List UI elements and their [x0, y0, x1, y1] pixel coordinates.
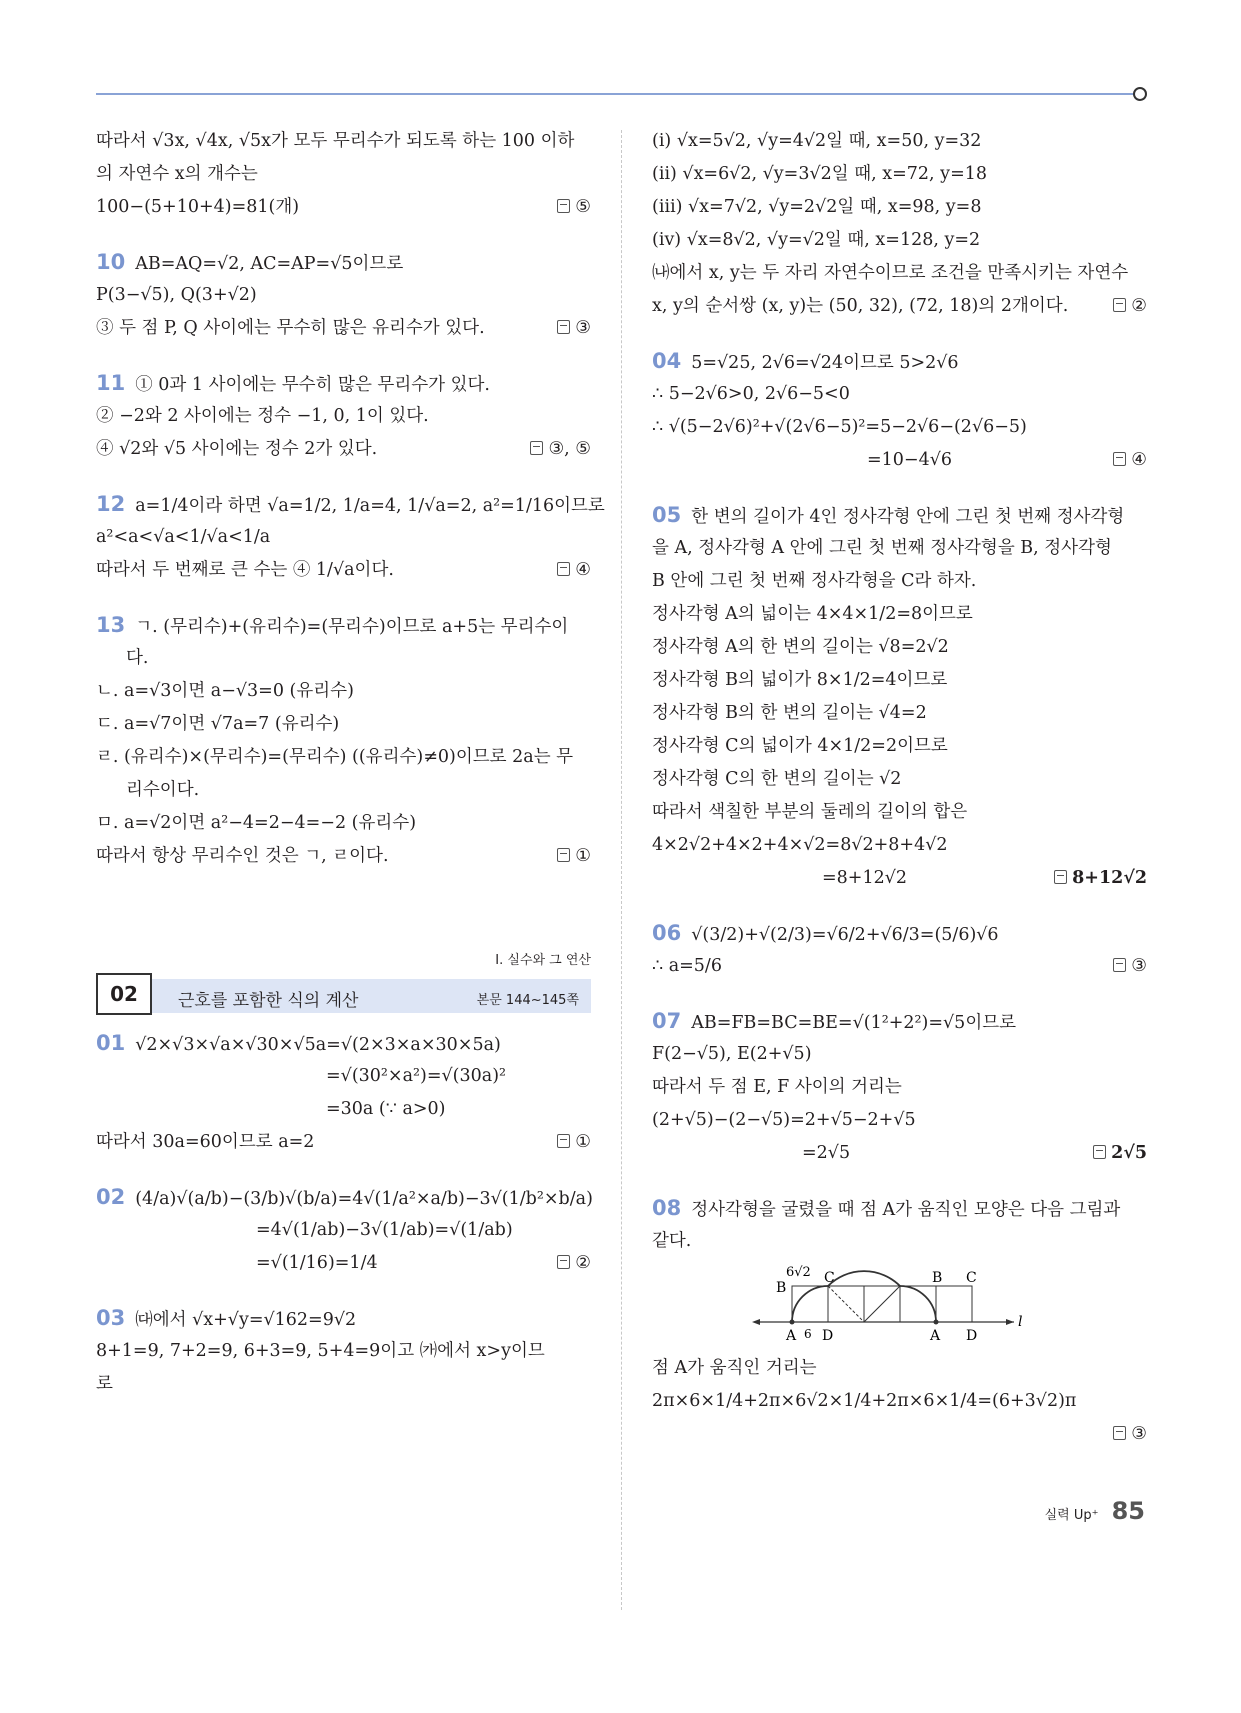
- answer-text: ④: [575, 560, 591, 580]
- label-l: l: [1018, 1314, 1023, 1330]
- line-text: 정사각형 B의 한 변의 길이는 √4=2: [652, 703, 927, 723]
- line-text: ㄷ. a=√7이면 √7a=7 (유리수): [96, 714, 340, 734]
- answer-icon: [1113, 452, 1126, 466]
- line-text: ④ √2와 √5 사이에는 정수 2가 있다.: [96, 439, 378, 459]
- line-text: a²<a<√a<1/√a<1/a: [96, 527, 271, 547]
- line-text: 정사각형 C의 넓이가 4×1/2=2이므로: [652, 736, 948, 756]
- line-text: ㅁ. a=√2이면 a²−4=2−4=−2 (유리수): [96, 813, 417, 833]
- text-line: [96, 1335, 591, 1368]
- spacer: [96, 587, 591, 609]
- text-line: [652, 862, 1147, 895]
- text-line: [96, 1126, 591, 1159]
- text-line: [652, 290, 1147, 323]
- problem-number: 11: [96, 371, 126, 395]
- text-line: [652, 257, 1147, 290]
- answer-icon: [1113, 958, 1126, 972]
- line-text: ㈏에서 x, y는 두 자리 자연수이므로 조건을 만족시키는 자연수: [652, 263, 1129, 283]
- text-line: [652, 950, 1147, 983]
- section-title: 근호를 포함한 식의 계산: [178, 991, 359, 1011]
- line-text: (ⅲ) √x=7√2, √y=2√2일 때, x=98, y=8: [652, 197, 982, 217]
- label-a2: A: [930, 1328, 941, 1344]
- line-text: 따라서 30a=60이므로 a=2: [96, 1132, 315, 1152]
- text-line: [96, 554, 591, 587]
- text-line: [96, 642, 591, 675]
- answer: [1093, 1137, 1147, 1170]
- line-text: √2×√3×√a×√30×√5a=√(2×3×a×30×5a): [135, 1035, 501, 1055]
- answer-text: ①: [575, 1132, 591, 1152]
- text-line: [96, 433, 591, 466]
- answer-icon: [557, 1255, 570, 1269]
- text-line: [652, 796, 1147, 829]
- line-text: ∴ a=5/6: [652, 956, 722, 976]
- answer-text: ④: [1131, 450, 1147, 470]
- text-line: [652, 224, 1147, 257]
- answer: [1113, 950, 1147, 983]
- text-line: [652, 1038, 1147, 1071]
- text-line: [96, 675, 591, 708]
- text-line: [652, 664, 1147, 697]
- problem-line: [96, 488, 605, 521]
- spacer: [652, 895, 1147, 917]
- line-text: 정사각형을 굴렸을 때 점 A가 움직인 모양은 다음 그림과: [691, 1200, 1121, 1220]
- line-text: 100−(5+10+4)=81(개): [96, 197, 300, 217]
- problem-line: [652, 345, 1147, 378]
- problem-number: 07: [652, 1009, 682, 1033]
- text-line: [96, 1060, 591, 1093]
- text-line: [652, 125, 1147, 158]
- text-line: [652, 444, 1147, 477]
- answer: [557, 840, 591, 873]
- problem-number: 03: [96, 1306, 126, 1330]
- line-text: 따라서 두 번째로 큰 수는 ④ 1/√a이다.: [96, 560, 394, 580]
- line-text: 정사각형 A의 한 변의 길이는 √8=2√2: [652, 637, 949, 657]
- line-text: =8+12√2: [822, 868, 908, 888]
- text-line: [652, 411, 1147, 444]
- header-rule-dot: [1133, 87, 1147, 101]
- spacer: [96, 466, 591, 488]
- line-text: 정사각형 C의 한 변의 길이는 √2: [652, 769, 902, 789]
- line-text: 5=√25, 2√6=√24이므로 5>2√6: [691, 353, 959, 373]
- line-text: 따라서 두 점 E, F 사이의 거리는: [652, 1077, 902, 1097]
- text-line: [96, 840, 591, 873]
- text-line: [652, 730, 1147, 763]
- line-text: 로: [96, 1374, 113, 1394]
- label-a1: A: [786, 1328, 797, 1344]
- line-text: P(3−√5), Q(3+√2): [96, 285, 257, 305]
- answer-text: ③: [1131, 956, 1147, 976]
- answer-icon: [1113, 1426, 1126, 1440]
- arc-3: [900, 1286, 936, 1322]
- answer: [1054, 862, 1147, 895]
- problem-line: [652, 1005, 1147, 1038]
- problem-line: [96, 609, 591, 642]
- text-line: [96, 191, 591, 224]
- line-text: 따라서 항상 무리수인 것은 ㄱ, ㄹ이다.: [96, 846, 389, 866]
- rolling-square-diagram: [652, 1264, 1147, 1346]
- axis-arrow-left: [752, 1319, 760, 1325]
- spacer: [652, 983, 1147, 1005]
- line-text: 4×2√2+4×2+4×√2=8√2+8+4√2: [652, 835, 948, 855]
- problem-line: [96, 367, 591, 400]
- text-line: [96, 741, 591, 774]
- line-text: (ⅰ) √x=5√2, √y=4√2일 때, x=50, y=32: [652, 131, 982, 151]
- problem-number: 12: [96, 492, 126, 516]
- section-header: [96, 973, 591, 1017]
- right-solutions-1: [652, 125, 1147, 1258]
- problem-number: 10: [96, 250, 126, 274]
- answer-text: ①: [575, 846, 591, 866]
- spacer: [652, 323, 1147, 345]
- answer-text: 8+12√2: [1072, 868, 1147, 888]
- text-line: [652, 158, 1147, 191]
- spacer: [96, 1159, 591, 1181]
- problem-number: 04: [652, 349, 682, 373]
- label-6: 6: [804, 1327, 812, 1341]
- spacer: [96, 224, 591, 246]
- problem-number: 13: [96, 613, 126, 637]
- answer-text: ③: [575, 318, 591, 338]
- text-line: [652, 763, 1147, 796]
- header-rule: [96, 93, 1136, 95]
- right-solutions-2: [652, 1352, 1147, 1451]
- section-number: 02: [96, 973, 152, 1015]
- problem-number: 05: [652, 503, 682, 527]
- text-line: [652, 1385, 1147, 1418]
- answer-icon: [1054, 870, 1067, 884]
- label-b1: B: [776, 1280, 787, 1296]
- text-line: [96, 807, 591, 840]
- text-line: [96, 1368, 591, 1401]
- problem-line: [652, 1192, 1147, 1225]
- section-source: Ⅰ. 실수와 그 연산: [495, 953, 591, 968]
- problem-line: [96, 1302, 591, 1335]
- answer-text: ②: [575, 1253, 591, 1273]
- problem-number: 02: [96, 1185, 126, 1209]
- problem-number: 08: [652, 1196, 682, 1220]
- text-line: [652, 1225, 1147, 1258]
- column-divider: [621, 130, 622, 1610]
- answer-icon: [557, 199, 570, 213]
- line-text: =√(30²×a²)=√(30a)²: [326, 1066, 507, 1086]
- line-text: AB=FB=BC=BE=√(1²+2²)=√5이므로: [691, 1013, 1017, 1033]
- line-text: ∴ 5−2√6>0, 2√6−5<0: [652, 384, 850, 404]
- point-a-start: [790, 1320, 795, 1325]
- text-line: [652, 1137, 1147, 1170]
- problem-number: 06: [652, 921, 682, 945]
- answer-icon: [557, 320, 570, 334]
- line-text: √(3/2)+√(2/3)=√6/2+√6/3=(5/6)√6: [691, 925, 999, 945]
- page-number: 85: [1111, 1497, 1145, 1525]
- text-line: [652, 1071, 1147, 1104]
- answer: [1113, 1418, 1147, 1451]
- text-line: [96, 312, 591, 345]
- line-text: 정사각형 A의 넓이는 4×4×1/2=8이므로: [652, 604, 973, 624]
- section-page-ref: 본문 144~145쪽: [476, 993, 579, 1008]
- arc-2: [828, 1271, 900, 1286]
- problem-line: [96, 246, 591, 279]
- line-text: (2+√5)−(2−√5)=2+√5−2+√5: [652, 1110, 916, 1130]
- answer-text: ③, ⑤: [548, 439, 591, 459]
- answer-text: ⑤: [575, 197, 591, 217]
- square-5: [936, 1286, 972, 1322]
- answer: [557, 1247, 591, 1280]
- problem-line: [96, 1181, 591, 1214]
- line-text: 2π×6×1/4+2π×6√2×1/4+2π×6×1/4=(6+3√2)π: [652, 1391, 1077, 1411]
- text-line: [652, 697, 1147, 730]
- line-text: AB=AQ=√2, AC=AP=√5이므로: [135, 254, 404, 274]
- line-text: a=1/4이라 하면 √a=1/2, 1/a=4, 1/√a=2, a²=1/16이므로: [135, 496, 605, 516]
- label-d1: D: [822, 1328, 834, 1344]
- text-line: [96, 400, 591, 433]
- text-line: [652, 1418, 1147, 1451]
- answer: [557, 312, 591, 345]
- point-a-end: [934, 1320, 939, 1325]
- label-d2: D: [966, 1328, 978, 1344]
- line-text: 8+1=9, 7+2=9, 6+3=9, 5+4=9이고 ㈎에서 x>y이므: [96, 1341, 545, 1361]
- diagram-svg: [752, 1264, 1052, 1346]
- label-b2: B: [932, 1270, 943, 1286]
- text-line: [96, 1214, 591, 1247]
- answer-text: ③: [1131, 1424, 1147, 1444]
- right-column: [652, 125, 1147, 1451]
- text-line: [652, 565, 1147, 598]
- line-text: B 안에 그린 첫 번째 정사각형을 C라 하자.: [652, 571, 977, 591]
- line-text: ② −2와 2 사이에는 정수 −1, 0, 1이 있다.: [96, 406, 429, 426]
- line-text: ∴ √(5−2√6)²+√(2√6−5)²=5−2√6−(2√6−5): [652, 417, 1027, 437]
- line-text: =2√5: [802, 1143, 851, 1163]
- label-6root2: 6√2: [786, 1265, 811, 1280]
- line-text: ㄱ. (무리수)+(유리수)=(무리수)이므로 a+5는 무리수이: [135, 617, 569, 637]
- answer: [557, 554, 591, 587]
- line-text: 리수이다.: [126, 780, 200, 800]
- text-line: [96, 1247, 591, 1280]
- answer: [1113, 444, 1147, 477]
- line-text: ㄴ. a=√3이면 a−√3=0 (유리수): [96, 681, 354, 701]
- line-text: x, y의 순서쌍 (x, y)는 (50, 32), (72, 18)의 2개이다.: [652, 296, 1069, 316]
- spacer: [96, 345, 591, 367]
- answer-text: ②: [1131, 296, 1147, 316]
- line-text: F(2−√5), E(2+√5): [652, 1044, 812, 1064]
- text-line: [652, 191, 1147, 224]
- answer-text: 2√5: [1111, 1143, 1147, 1163]
- answer: [557, 191, 591, 224]
- line-text: 다.: [126, 648, 149, 668]
- answer-icon: [557, 1134, 570, 1148]
- line-text: (ⅳ) √x=8√2, √y=√2일 때, x=128, y=2: [652, 230, 981, 250]
- line-text: 점 A가 움직인 거리는: [652, 1358, 817, 1378]
- left-solutions-2: [96, 1027, 591, 1401]
- line-text: (ⅱ) √x=6√2, √y=3√2일 때, x=72, y=18: [652, 164, 988, 184]
- diagonal: [864, 1286, 900, 1322]
- text-line: [96, 708, 591, 741]
- line-text: 한 변의 길이가 4인 정사각형 안에 그린 첫 번째 정사각형: [691, 507, 1125, 527]
- text-line: [652, 1104, 1147, 1137]
- arc-1: [792, 1286, 828, 1322]
- line-text: 따라서 색칠한 부분의 둘레의 길이의 합은: [652, 802, 968, 822]
- answer-icon: [557, 562, 570, 576]
- problem-line: [652, 917, 1147, 950]
- line-text: =10−4√6: [867, 450, 953, 470]
- text-line: [96, 1093, 591, 1126]
- text-line: [652, 598, 1147, 631]
- answer-icon: [1113, 298, 1126, 312]
- answer-icon: [530, 441, 543, 455]
- axis-arrow-right: [1006, 1319, 1014, 1325]
- line-text: =30a (∵ a>0): [326, 1099, 446, 1119]
- line-text: =√(1/16)=1/4: [256, 1253, 378, 1273]
- label-c1: C: [824, 1270, 835, 1286]
- footer-label: 실력 Up⁺: [1044, 1508, 1099, 1523]
- text-line: [96, 279, 591, 312]
- text-line: [96, 521, 591, 554]
- problem-number: 01: [96, 1031, 126, 1055]
- line-text: 의 자연수 x의 개수는: [96, 164, 258, 184]
- line-text: 정사각형 B의 넓이가 8×1/2=4이므로: [652, 670, 948, 690]
- text-line: [96, 158, 591, 191]
- answer: [1113, 290, 1147, 323]
- line-text: ① 0과 1 사이에는 무수히 많은 무리수가 있다.: [135, 375, 490, 395]
- line-text: =4√(1/ab)−3√(1/ab)=√(1/ab): [256, 1220, 513, 1240]
- left-column: [96, 125, 605, 1401]
- answer: [530, 433, 591, 466]
- line-text: 따라서 √3x, √4x, √5x가 모두 무리수가 되도록 하는 100 이하: [96, 131, 575, 151]
- line-text: ③ 두 점 P, Q 사이에는 무수히 많은 유리수가 있다.: [96, 318, 485, 338]
- line-text: 을 A, 정사각형 A 안에 그린 첫 번째 정사각형을 B, 정사각형: [652, 538, 1112, 558]
- label-c2: C: [966, 1270, 977, 1286]
- answer-icon: [557, 848, 570, 862]
- problem-line: [96, 1027, 591, 1060]
- diagonal-dashed: [828, 1286, 864, 1322]
- answer-icon: [1093, 1145, 1106, 1159]
- text-line: [652, 631, 1147, 664]
- page-footer: [1045, 1497, 1145, 1525]
- line-text: (4/a)√(a/b)−(3/b)√(b/a)=4√(1/a²×a/b)−3√(1/b²×b/a): [135, 1189, 593, 1209]
- problem-line: [652, 499, 1147, 532]
- text-line: [652, 532, 1147, 565]
- text-line: [96, 774, 591, 807]
- left-solutions-1: [96, 125, 605, 873]
- answer: [557, 1126, 591, 1159]
- spacer: [96, 1280, 591, 1302]
- text-line: [652, 1352, 1147, 1385]
- line-text: ㈐에서 √x+√y=√162=9√2: [135, 1310, 357, 1330]
- spacer: [652, 477, 1147, 499]
- text-line: [652, 829, 1147, 862]
- text-line: [96, 125, 591, 158]
- line-text: ㄹ. (유리수)×(무리수)=(무리수) ((유리수)≠0)이므로 2a는 무: [96, 747, 574, 767]
- spacer: [652, 1170, 1147, 1192]
- text-line: [652, 378, 1147, 411]
- line-text: 같다.: [652, 1231, 692, 1251]
